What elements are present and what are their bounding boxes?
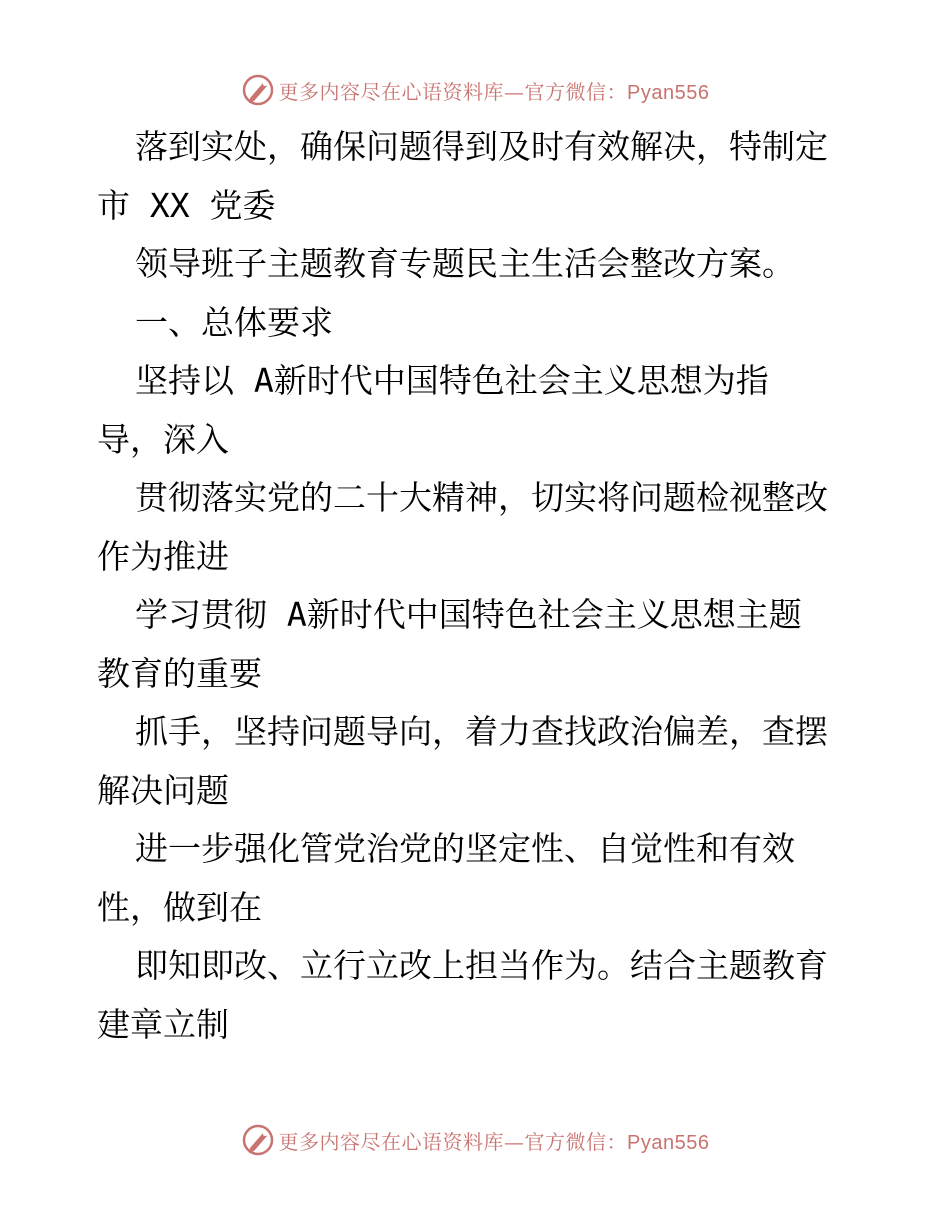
body-line: 落到实处，确保问题得到及时有效解决，特制定 xyxy=(135,127,828,166)
body-line: 导，深入 xyxy=(97,419,229,459)
footer-banner[interactable] xyxy=(0,1120,950,1160)
wechat-id: Pyan556 xyxy=(627,81,710,104)
body-line: 进一步强化管党治党的坚定性、自觉性和有效 xyxy=(135,829,795,868)
body-line: 性，做到在 xyxy=(97,887,262,927)
document-body xyxy=(97,118,867,1054)
body-line: 解决问题 xyxy=(97,770,229,810)
body-line: 建章立制 xyxy=(97,1004,229,1044)
banner-text xyxy=(279,76,710,105)
body-line: 领导班子主题教育专题民主生活会整改方案。 xyxy=(135,244,795,283)
banner-label: 更多内容尽在心语资料库—官方微信： xyxy=(278,79,628,104)
header-banner[interactable] xyxy=(0,70,950,110)
wechat-id: Pyan556 xyxy=(627,1131,710,1154)
pen-logo-icon xyxy=(241,73,275,107)
body-line: 贯彻落实党的二十大精神，切实将问题检视整改 xyxy=(135,478,828,517)
banner-text xyxy=(279,1126,710,1155)
body-line: 即知即改、立行立改上担当作为。结合主题教育 xyxy=(135,946,828,985)
body-line: 抓手，坚持问题导向，着力查找政治偏差，查摆 xyxy=(135,712,828,751)
body-line: 学习贯彻 A新时代中国特色社会主义思想主题 xyxy=(135,595,802,634)
banner-label: 更多内容尽在心语资料库—官方微信： xyxy=(278,1129,628,1154)
section-heading: 一、总体要求 xyxy=(135,302,333,342)
body-line: 市 XX 党委 xyxy=(97,185,276,225)
body-line: 教育的重要 xyxy=(97,653,262,693)
pen-logo-icon xyxy=(241,1123,275,1157)
body-line: 作为推进 xyxy=(97,536,229,576)
body-line: 坚持以 A新时代中国特色社会主义思想为指 xyxy=(135,361,769,400)
